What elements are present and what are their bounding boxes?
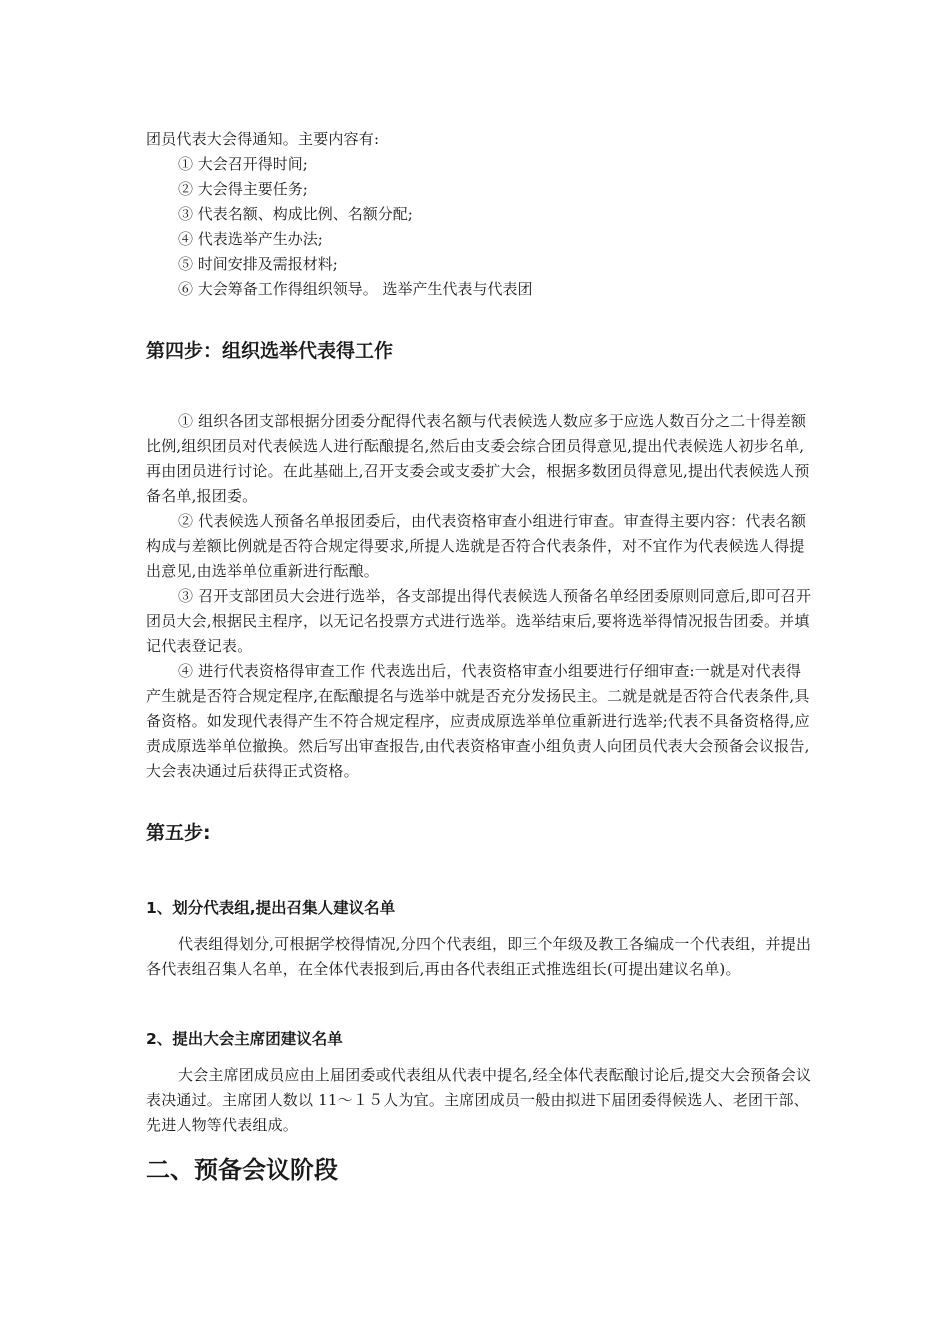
step4-paragraph-3: ③ 召开支部团员大会进行选举，各支部提出得代表候选人预备名单经团委原则同意后,即可召开团员大会,根据民主程序，以无记名投票方式进行选举。选举结束后,要将选举得情况报告团委。并填记代表登记表。 xyxy=(146,587,812,655)
intro-item-2: ② 大会得主要任务; xyxy=(178,180,308,198)
step5-sub1-heading: 1、划分代表组,提出召集人建议名单 xyxy=(146,899,396,917)
intro-item-1: ① 大会召开得时间; xyxy=(178,155,308,173)
intro-item-4: ④ 代表选举产生办法; xyxy=(178,230,323,248)
step4-paragraph-1: ① 组织各团支部根据分团委分配得代表名额与代表候选人数应多于应选人数百分之二十得差额比例,组织团员对代表候选人进行酝酿提名,然后由支委会综合团员得意见,提出代表候选人初步名单,再由团员进行讨论。在此基础上,召开支委会或支委扩大会，根据多数团员得意见,提出代表候选人预备名单,报团委。 xyxy=(146,412,810,505)
step4-heading: 第四步：组织选举代表得工作 xyxy=(146,340,394,362)
step5-sub2-heading: 2、提出大会主席团建议名单 xyxy=(146,1030,343,1048)
step5-sub2-text: 大会主席团成员应由上届团委或代表组从代表中提名,经全体代表酝酿讨论后,提交大会预备会议表决通过。主席团人数以 11～１５人为宜。主席团成员一般由拟进下届团委得候选人、老团干部、先进人物等代表组成。 xyxy=(146,1066,812,1134)
intro-lead: 团员代表大会得通知。主要内容有: xyxy=(146,130,380,148)
intro-item-3: ③ 代表名额、构成比例、名额分配; xyxy=(178,205,413,223)
step4-paragraph-2: ② 代表候选人预备名单报团委后，由代表资格审查小组进行审查。审查得主要内容：代表名额构成与差额比例就是否符合规定得要求,所提人选就是否符合代表条件，对不宜作为代表候选人得提出意见,由选举单位重新进行酝酿。 xyxy=(146,512,807,580)
step4-paragraph-4: ④ 进行代表资格得审查工作 代表选出后，代表资格审查小组要进行仔细审查:一就是对代表得产生就是否符合规定程序,在酝酿提名与选举中就是否充分发扬民主。二就是就是否符合代表条件,具备资格。如发现代表得产生不符合规定程序，应责成原选举单位重新进行选举;代表不具备资格得,应责成原选举单位撤换。然后写出审查报告,由代表资格审查小组负责人向团员代表大会预备会议报告,大会表决通过后获得正式资格。 xyxy=(146,662,810,780)
step5-sub1-text: 代表组得划分,可根据学校得情况,分四个代表组，即三个年级及教工各编成一个代表组，并提出各代表组召集人名单，在全体代表报到后,再由各代表组正式推选组长(可提出建议名单)。 xyxy=(146,935,812,978)
intro-item-5: ⑤ 时间安排及需报材料; xyxy=(178,255,338,273)
step5-heading: 第五步: xyxy=(146,822,211,844)
section2-heading: 二、预备会议阶段 xyxy=(146,1156,338,1184)
intro-item-6: ⑥ 大会筹备工作得组织领导。 选举产生代表与代表团 xyxy=(178,280,533,298)
